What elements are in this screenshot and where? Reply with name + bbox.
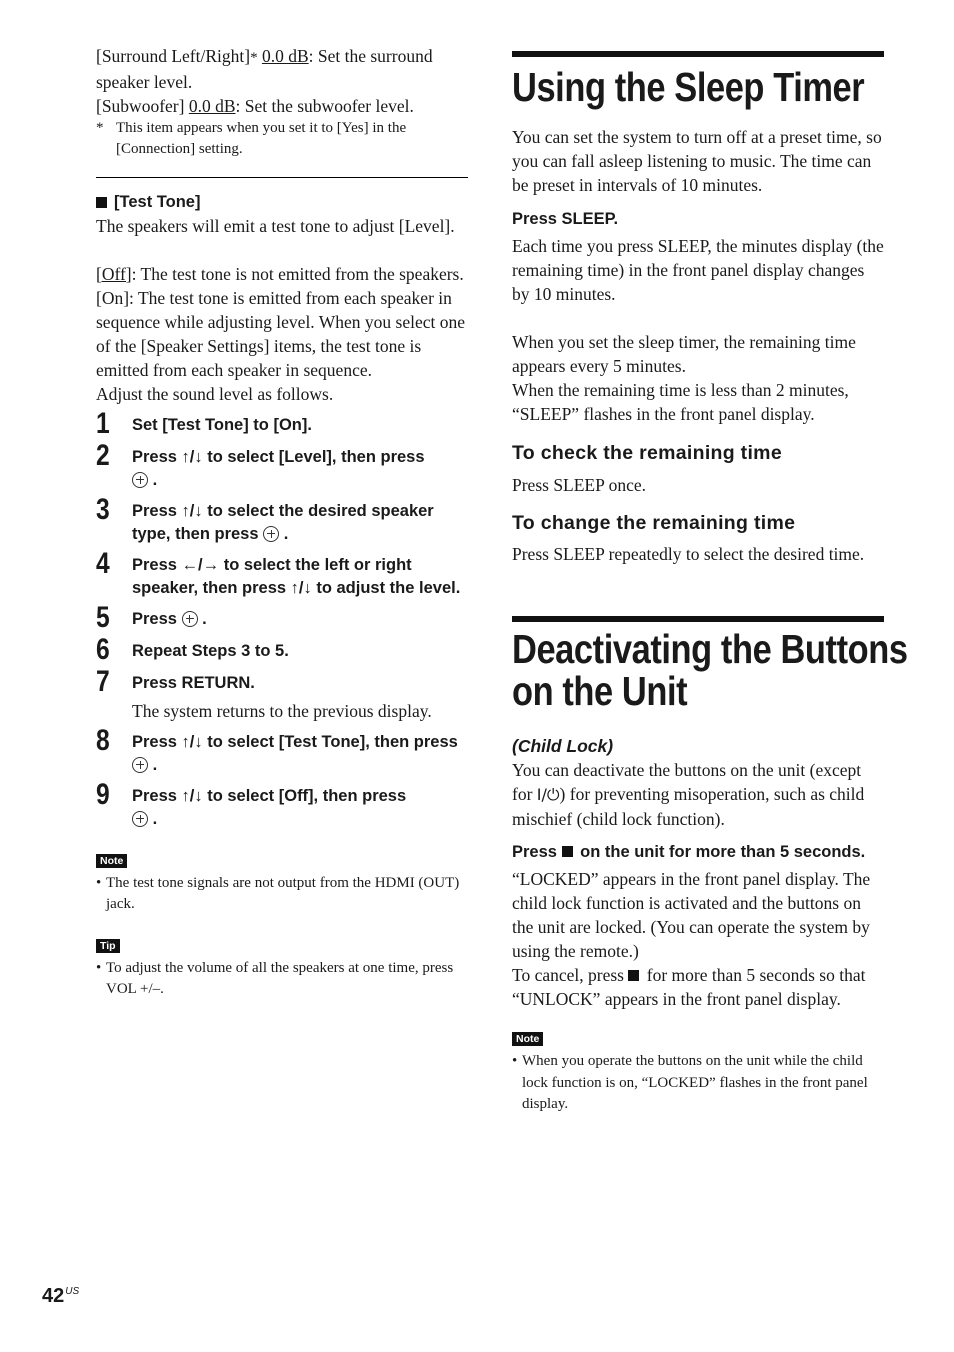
note-badge: Note [96,854,127,868]
right-column [512,51,908,1116]
note-text: The test tone signals are not output from the HDMI (OUT) jack. [106,874,460,912]
step-text-end: . [202,609,207,628]
step-text: Press [132,609,177,628]
step-text-end: . [152,755,158,774]
enter-button-icon [132,757,148,773]
lock-intro-b: ) for preventing misoperation, such as child mischief (child lock function). [512,784,865,829]
check-remaining-text: Press SLEEP once. [512,475,646,495]
off-label: [Off] [96,263,132,284]
surround-value: 0.0 dB [261,46,309,66]
on-option: [On]: The test tone is emitted from each speaker in sequence while adjusting level. When you select one of the [Speaker Settings] items, the test tone is emitted from each speaker in sequence. [96,287,466,380]
step-number: 6 [96,632,109,666]
step-number: 9 [96,777,109,811]
step-text-end: . [152,470,158,489]
step-number: 8 [96,723,109,757]
enter-button-icon [263,526,279,542]
footnote-text: This item appears when you set it to [Yes] in the [Connection] setting. [116,119,407,157]
bullet-icon: • [512,1053,518,1069]
subwoofer-desc: : Set the subwoofer level. [235,95,414,116]
test-tone-heading-text: [Test Tone] [114,192,201,211]
step-number: 3 [96,492,109,526]
step-4 [96,546,468,600]
step-number: 1 [96,406,109,440]
step-text-end: . [152,809,158,828]
asterisk: * [250,50,258,66]
step-9 [96,777,468,831]
step-number: 4 [96,546,109,580]
step-text-end: . [283,524,289,543]
step-7-body: The system returns to the previous display. [132,700,432,721]
press-stop-heading [512,841,884,864]
tip-text: To adjust the volume of all the speakers at one time, press VOL +/–. [106,959,454,997]
tip-badge: Tip [96,939,120,953]
note-block [96,851,468,916]
press-stop-a: Press [512,843,557,861]
step-text: Press ↑/↓ to select [Level], then press [132,447,425,466]
step-number: 5 [96,600,109,634]
enter-button-icon [182,611,198,627]
stop-icon [562,846,573,857]
sleep-desc: Each time you press SLEEP, the minutes display (the remaining time) in the front panel display changes by 10 minutes. [512,236,884,304]
square-bullet-icon [96,197,107,208]
press-sleep-heading: Press SLEEP. [512,210,619,228]
footnote-mark: * [96,119,104,136]
cancel-a: To cancel, press [512,965,624,985]
divider [96,177,468,178]
change-remaining-heading: To change the remaining time [512,512,796,534]
sleep-timer-title: Using the Sleep Timer [512,64,865,110]
check-remaining-heading: To check the remaining time [512,442,782,464]
step-7 [96,664,468,698]
sleep-p2: When you set the sleep timer, the remaining time appears every 5 minutes. [512,332,856,376]
locked-text: “LOCKED” appears in the front panel display. The child lock function is activated and the buttons on the unit are locked. (You can operate the system by using the remote.) [512,869,871,961]
note-badge: Note [512,1032,543,1046]
step-5 [96,600,468,634]
subwoofer-value: 0.0 dB [188,95,236,116]
step-text: Repeat Steps 3 to 5. [132,641,289,660]
step-number: 2 [96,438,109,472]
subwoofer-label: [Subwoofer] [96,95,189,116]
left-column [96,44,468,1001]
test-tone-intro: The speakers will emit a test tone to adjust [Level]. [96,215,455,236]
enter-button-icon [132,811,148,827]
child-lock-title-line1: Deactivating the Buttons [512,626,908,672]
step-text: Press ←/→ to select the left or right speaker, then press ↑/↓ to adjust the level. [132,555,461,597]
child-lock-subtitle: (Child Lock) [512,736,614,756]
off-desc: : The test tone is not emitted from the speakers. [131,263,464,284]
bullet-icon: • [96,874,102,891]
cancel-b: for more than 5 seconds so that “UNLOCK” appears in the front panel display. [512,965,866,1009]
test-tone-heading [96,191,468,214]
surround-desc: : Set the surround speaker level. [96,46,433,92]
page-region: US [65,1286,80,1297]
surround-setting [96,44,468,94]
step-text: Set [Test Tone] to [On]. [132,415,312,434]
step-text: Press ↑/↓ to select [Off], then press [132,786,407,805]
note-block-right [512,1029,884,1116]
step-1 [96,406,468,440]
step-number: 7 [96,664,109,698]
page-number [42,1285,79,1308]
lock-intro-a: You can deactivate the buttons on the unit (except for [512,760,862,804]
step-6 [96,632,468,666]
section-bar [512,616,884,622]
sleep-p3: When the remaining time is less than 2 minutes, “SLEEP” flashes in the front panel display. [512,380,849,424]
step-text: Press ↑/↓ to select the desired speaker type, then press [132,501,434,543]
subwoofer-setting [96,94,468,118]
page-number-value: 42 [42,1285,65,1307]
sleep-intro: You can set the system to turn off at a preset time, so you can fall asleep listening to music. The time can be preset in intervals of 10 minutes. [512,127,882,195]
adjust-text: Adjust the sound level as follows. [96,383,334,404]
footnote [96,118,468,161]
step-2 [96,438,468,492]
tip-block [96,936,468,1001]
enter-button-icon [132,472,148,488]
step-8 [96,723,468,777]
note-text: When you operate the buttons on the unit while the child lock function is on, “LOCKED” flashes in the front panel display. [522,1053,868,1112]
child-lock-intro [512,758,884,831]
surround-label: [Surround Left/Right] [96,46,251,66]
cancel-text [512,963,884,1011]
bullet-icon: • [96,959,102,976]
section-bar [512,51,884,57]
step-text: Press ↑/↓ to select [Test Tone], then press [132,732,458,751]
step-text: Press RETURN. [132,673,255,692]
off-option [96,262,468,286]
child-lock-title-line2: on the Unit [512,668,688,714]
change-remaining-text: Press SLEEP repeatedly to select the desired time. [512,544,865,564]
step-3 [96,492,468,546]
press-stop-b: on the unit for more than 5 seconds. [580,843,866,861]
stop-icon [628,970,639,981]
power-icon: I/⏻ [536,785,560,804]
